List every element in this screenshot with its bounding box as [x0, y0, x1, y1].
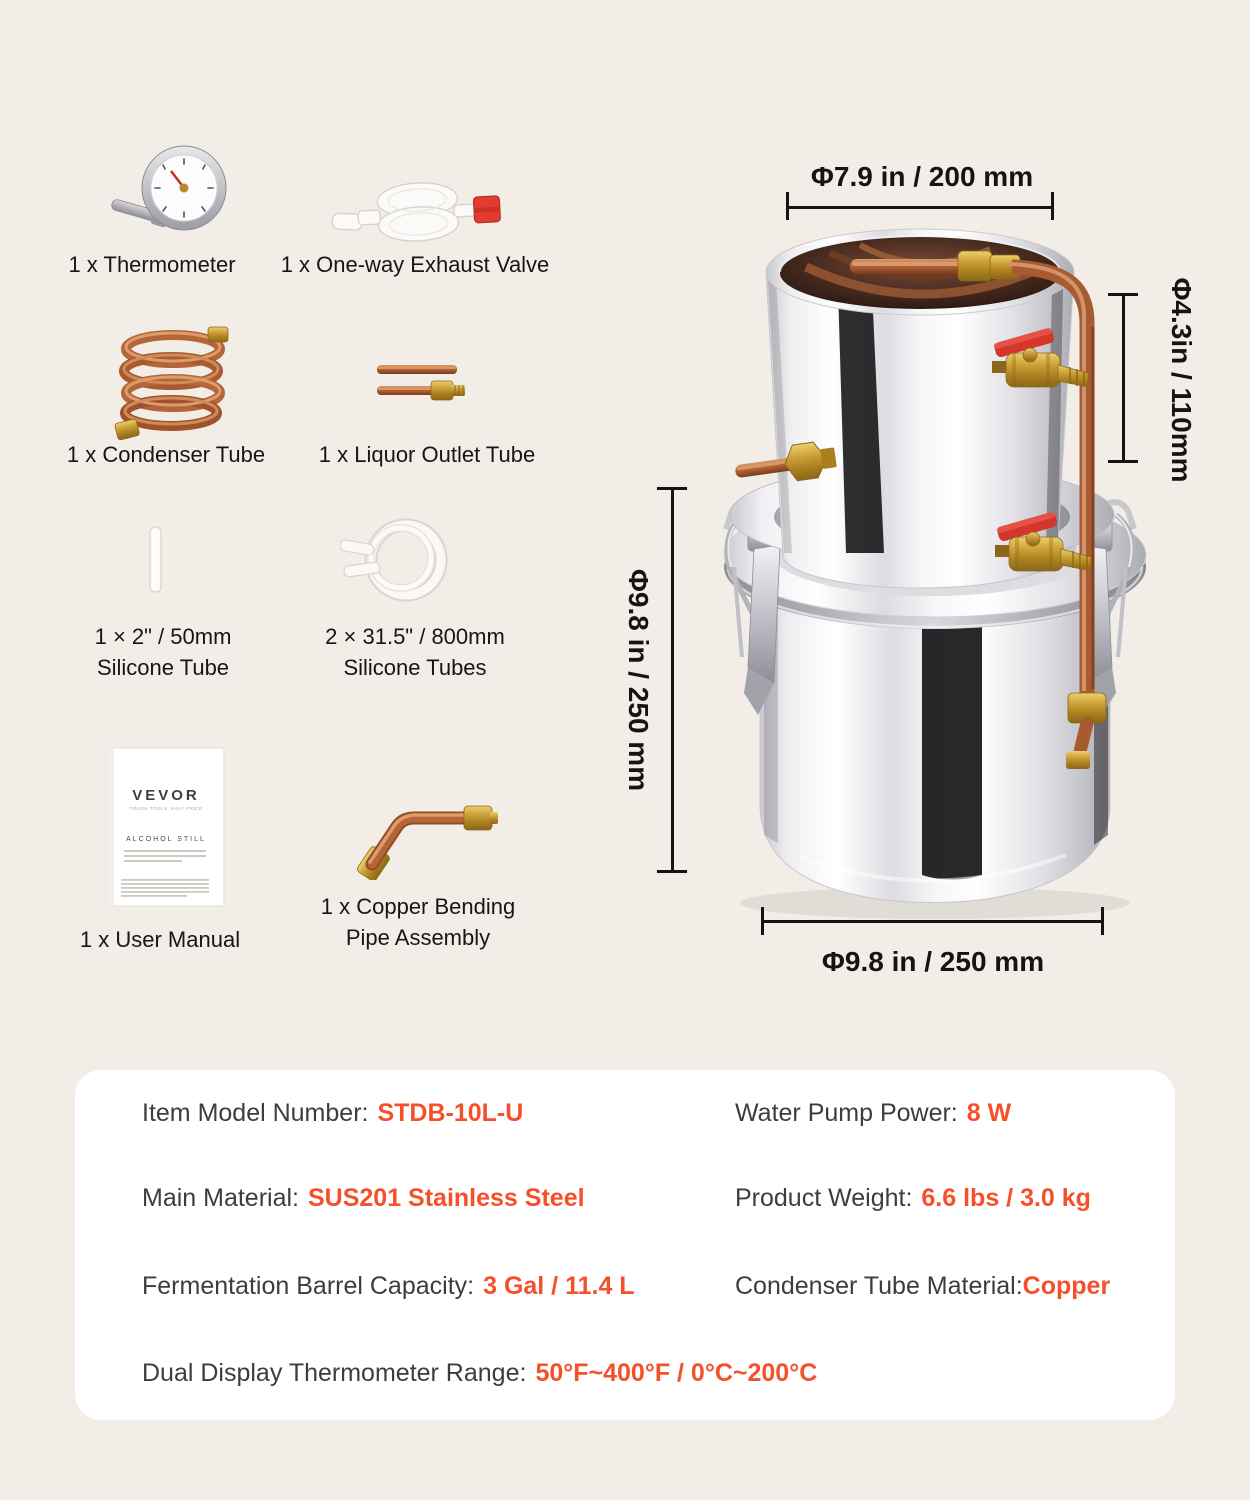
- spec-value: STDB-10L-U: [377, 1099, 524, 1127]
- dimension-left-tick-top: [657, 487, 687, 490]
- label-exhaust-valve: 1 x One-way Exhaust Valve: [280, 252, 550, 277]
- dimension-bottom-tick-right: [1101, 907, 1104, 935]
- label-silicone-tube-small-line1: 1 × 2" / 50mm: [94, 624, 232, 649]
- spec-value: 3 Gal / 11.4 L: [483, 1272, 635, 1300]
- spec-value: SUS201 Stainless Steel: [308, 1184, 585, 1212]
- dimension-right-label: Φ4.3in / 110mm: [1166, 277, 1197, 483]
- liquor-outlet-tube-icon: [375, 360, 475, 402]
- label-thermometer: 1 x Thermometer: [68, 252, 236, 277]
- spec-main-material: [142, 1181, 585, 1215]
- dimension-left-tick-bottom: [657, 870, 687, 873]
- spec-label: Water Pump Power:: [735, 1099, 958, 1127]
- thermometer-icon: [110, 140, 240, 245]
- dimension-right-line: [1122, 294, 1125, 462]
- dimension-left-line: [671, 488, 674, 872]
- label-user-manual: 1 x User Manual: [79, 927, 241, 952]
- spec-label: Product Weight:: [735, 1184, 913, 1212]
- label-silicone-tubes-line2: Silicone Tubes: [343, 655, 487, 680]
- spec-item-model-number: [142, 1096, 523, 1130]
- one-way-exhaust-valve-icon: [328, 165, 507, 259]
- alcohol-still-image: [660, 215, 1160, 935]
- dimension-left-label: Φ9.8 in / 250 mm: [623, 568, 654, 792]
- label-copper-bending-pipe-line1: 1 x Copper Bending: [320, 894, 516, 919]
- dimension-right-tick-bottom: [1108, 460, 1138, 463]
- manual-brand: VEVOR: [132, 787, 200, 804]
- spec-product-weight: [735, 1181, 1091, 1215]
- dimension-bottom-line: [762, 920, 1104, 923]
- condenser-tube-icon: [110, 325, 240, 443]
- specifications-panel: [75, 1070, 1175, 1420]
- label-silicone-tubes: [265, 621, 565, 683]
- dimension-top-tick-left: [786, 192, 789, 220]
- spec-value: Copper: [1022, 1272, 1111, 1300]
- label-silicone-tubes-line1: 2 × 31.5" / 800mm: [325, 624, 505, 649]
- dimension-bottom-tick-left: [761, 907, 764, 935]
- spec-fermentation-barrel-capacity: [142, 1269, 635, 1303]
- spec-water-pump-power: [735, 1096, 1011, 1130]
- spec-label: Item Model Number:: [142, 1099, 369, 1127]
- label-copper-bending-pipe: [268, 891, 568, 953]
- spec-label: Condenser Tube Material:: [735, 1272, 1023, 1300]
- spec-thermometer-range: [142, 1356, 817, 1390]
- spec-value: 6.6 lbs / 3.0 kg: [921, 1184, 1091, 1212]
- label-condenser-tube: 1 x Condenser Tube: [66, 442, 266, 467]
- label-copper-bending-pipe-line2: Pipe Assembly: [345, 925, 491, 950]
- spec-label: Dual Display Thermometer Range:: [142, 1359, 527, 1387]
- manual-title: ALCOHOL STILL: [126, 836, 206, 843]
- label-liquor-outlet-tube: 1 x Liquor Outlet Tube: [318, 442, 536, 467]
- dimension-right-tick-top: [1108, 293, 1138, 296]
- dimension-bottom-label: Φ9.8 in / 250 mm: [821, 946, 1045, 977]
- silicone-tube-small-icon: [146, 526, 166, 594]
- copper-bending-pipe-icon: [348, 792, 500, 880]
- spec-value: 50°F~400°F / 0°C~200°C: [535, 1359, 818, 1387]
- label-silicone-tube-small-line2: Silicone Tube: [96, 655, 230, 680]
- user-manual-image: [104, 746, 226, 908]
- dimension-top-label: Φ7.9 in / 200 mm: [810, 161, 1034, 192]
- dimension-top-line: [787, 206, 1053, 209]
- spec-condenser-tube-material: [735, 1269, 1110, 1303]
- manual-tagline: TOUGH TOOLS, HALF PRICE: [129, 806, 203, 811]
- spec-value: 8 W: [966, 1099, 1012, 1127]
- spec-label: Fermentation Barrel Capacity:: [142, 1272, 475, 1300]
- dimension-top-tick-right: [1051, 192, 1054, 220]
- spec-label: Main Material:: [142, 1184, 299, 1212]
- silicone-tubes-icon: [340, 512, 460, 608]
- label-silicone-tube-small: [23, 621, 303, 683]
